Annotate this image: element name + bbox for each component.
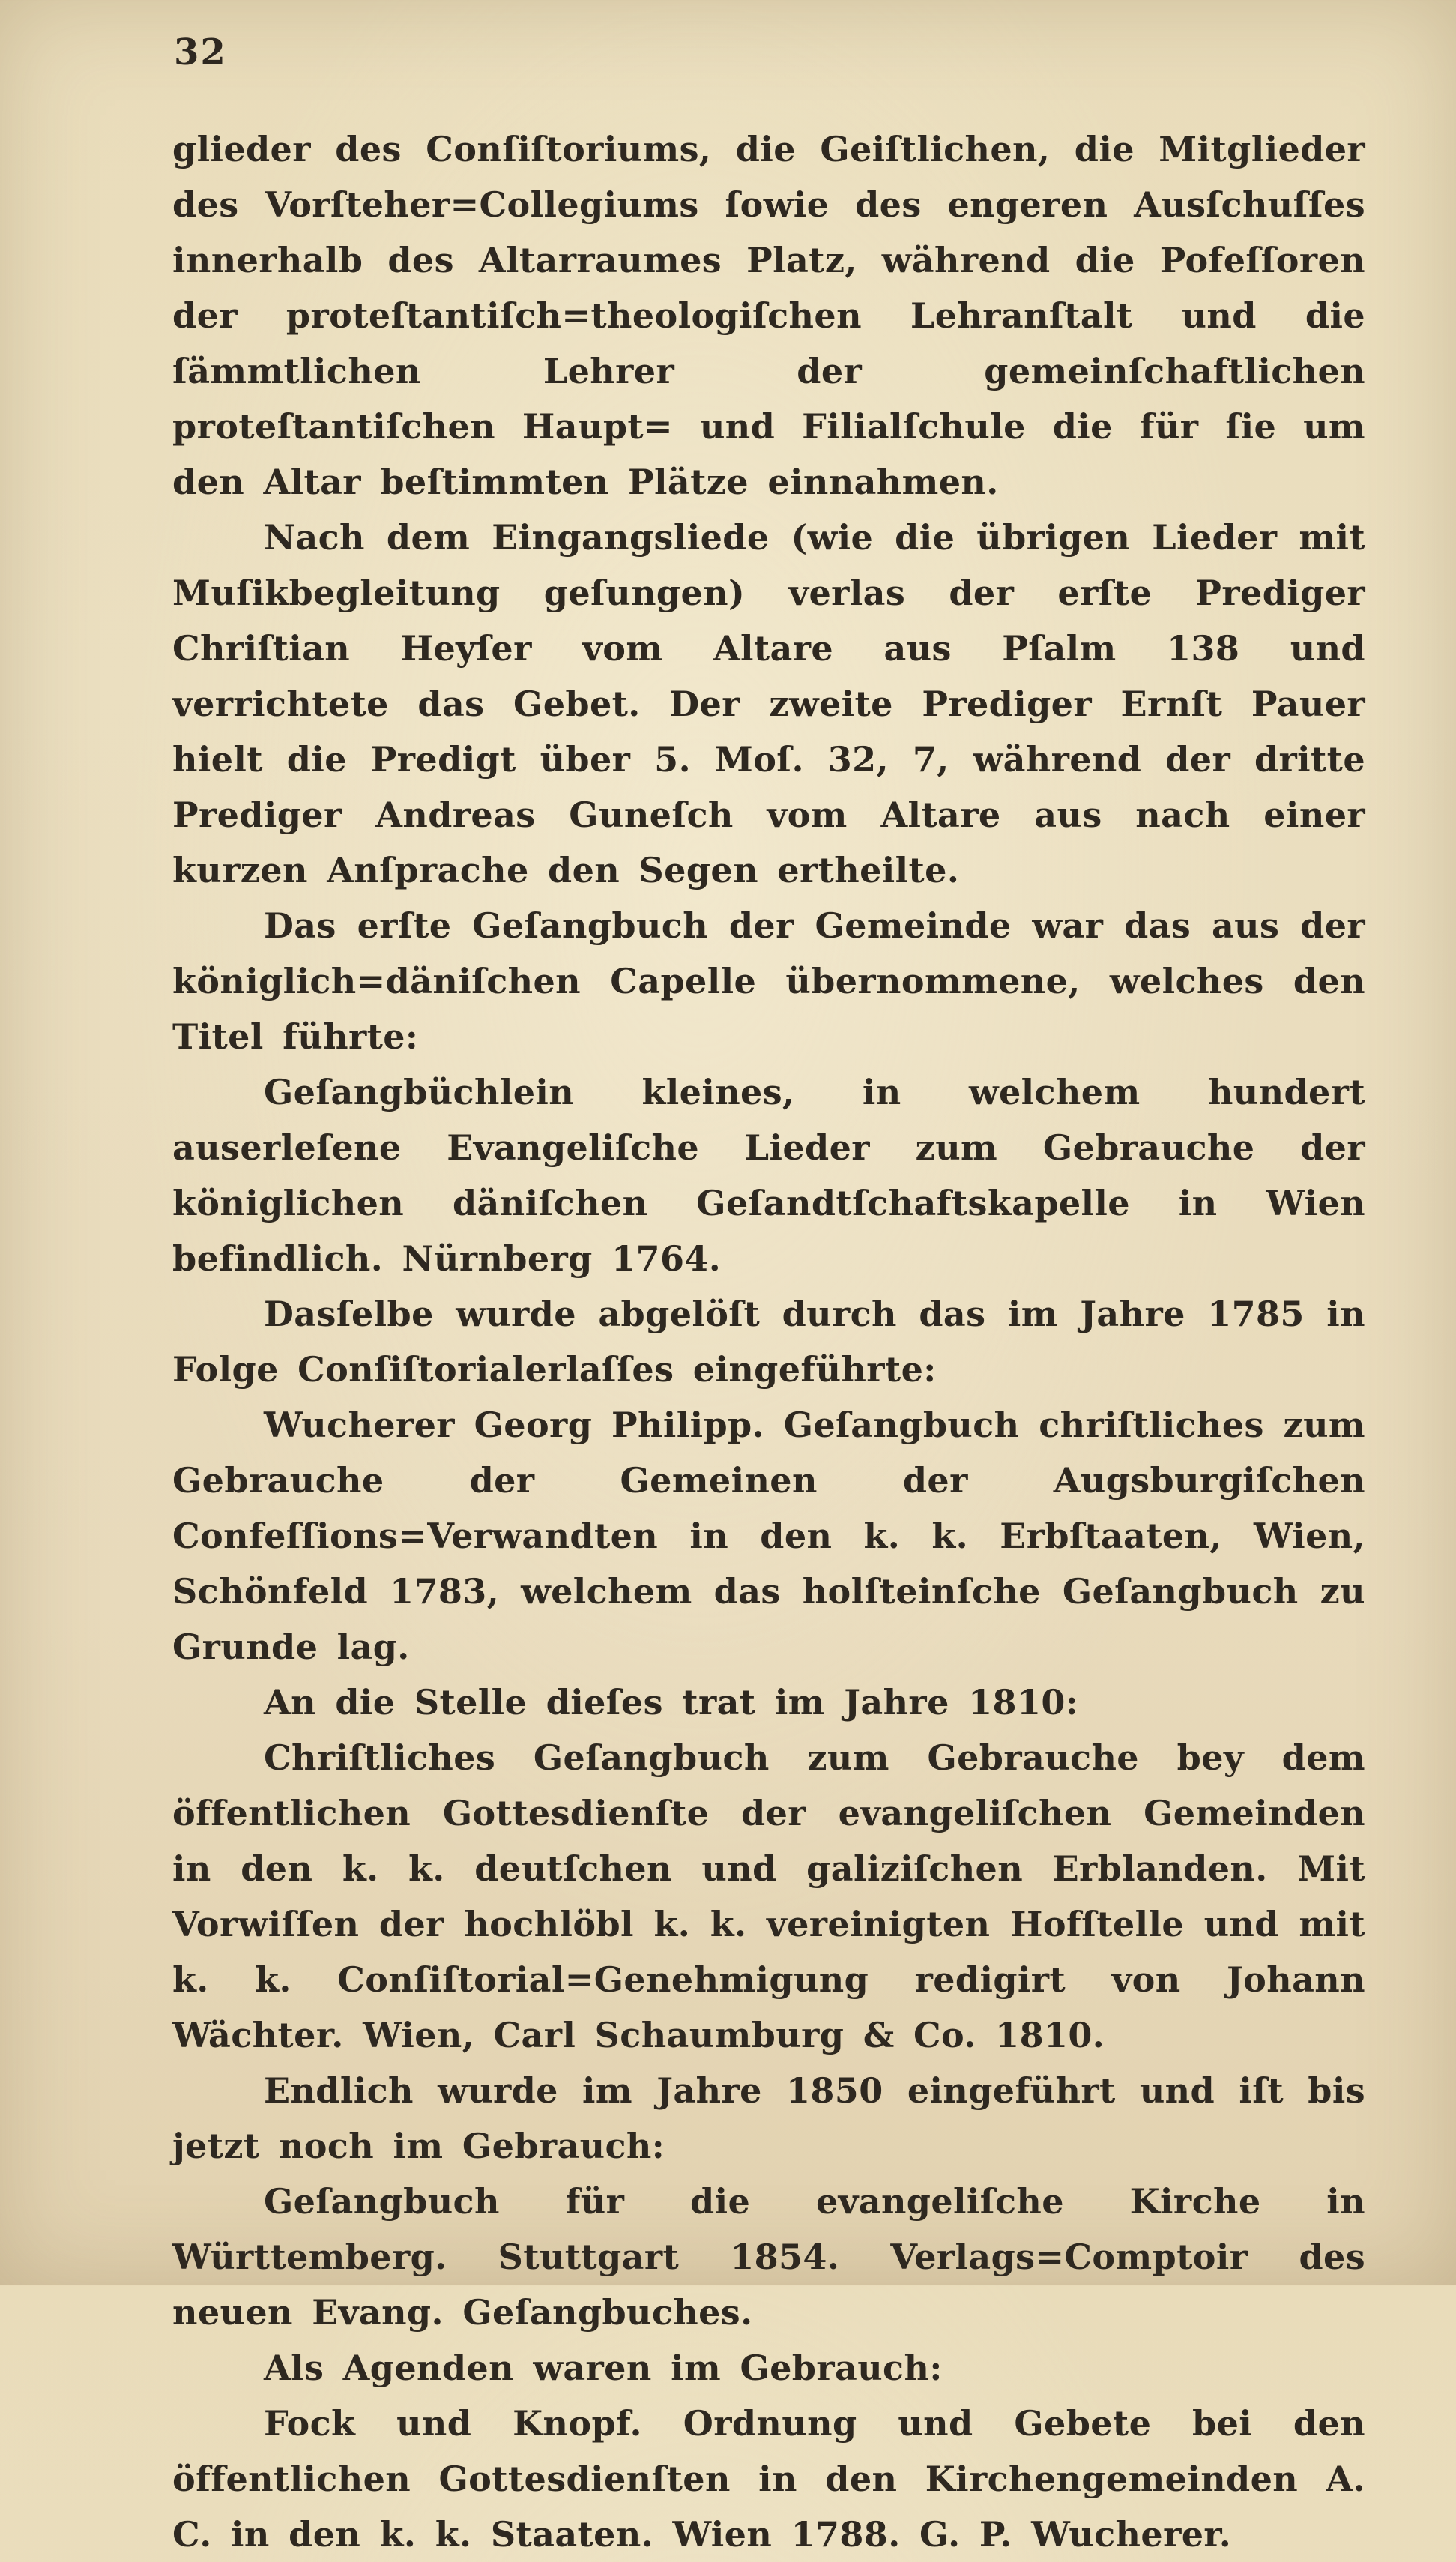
- paragraph: Dasſelbe wurde abgelöſt durch das im Jahre 1785 in Folge Conſiſtorialerlaſſes eingeführte:: [172, 1294, 1365, 1390]
- paragraph: An die Stelle dieſes trat im Jahre 1810:: [264, 1682, 1079, 1722]
- paragraph: Als Agenden waren im Gebrauch:: [264, 2348, 943, 2388]
- page-number: 32: [174, 31, 227, 73]
- book-page-text: [172, 121, 1365, 2562]
- paragraph: Fock und Knopf. Ordnung und Gebete bei den öffentlichen Gottesdienſten in den Kirchengemeinden A. C. in den k. k. Staaten. Wien 1788. G. P. Wucherer.: [172, 2403, 1365, 2555]
- paragraph: Endlich wurde im Jahre 1850 eingeführt und iſt bis jetzt noch im Gebrauch:: [172, 2070, 1365, 2166]
- paragraph: Nach dem Eingangsliede (wie die übrigen Lieder mit Muſikbegleitung geſungen) verlas der erſte Prediger Chriſtian Heyſer vom Altare aus Pſalm 138 und verrichtete das Gebet. Der zweite Prediger Ernſt Pauer hielt die Predigt über 5. Moſ. 32, 7, während der dritte Prediger Andreas Guneſch vom Altare aus nach einer kurzen Anſprache den Segen ertheilte.: [172, 517, 1365, 890]
- paragraph: glieder des Conſiſtoriums, die Geiſtlichen, die Mitglieder des Vorſteher=Collegiums ſowie des engeren Ausſchuſſes innerhalb des Altarraumes Platz, während die Pofeſſoren der proteſtantiſch=theologiſchen Lehranſtalt und die ſämmtlichen Lehrer der gemeinſchaftlichen proteſtantiſchen Haupt= und Filialſchule die für ſie um den Altar beſtimmten Plätze einnahmen.: [172, 129, 1365, 502]
- paragraph: Geſangbüchlein kleines, in welchem hundert auserleſene Evangeliſche Lieder zum Gebrauche der königlichen däniſchen Geſandtſchaftskapelle in Wien befindlich. Nürnberg 1764.: [172, 1072, 1365, 1279]
- paragraph: Geſangbuch für die evangeliſche Kirche in Württemberg. Stuttgart 1854. Verlags=Comptoir des neuen Evang. Geſangbuches.: [172, 2181, 1365, 2333]
- paragraph: Wucherer Georg Philipp. Geſangbuch chriſtliches zum Gebrauche der Gemeinen der Augsburgiſchen Confeſſions=Verwandten in den k. k. Erbſtaaten, Wien, Schönfeld 1783, welchem das holſteinſche Geſangbuch zu Grunde lag.: [172, 1405, 1365, 1667]
- paragraph: Chriſtliches Geſangbuch zum Gebrauche bey dem öffentlichen Gottesdienſte der evangeliſchen Gemeinden in den k. k. deutſchen und galiziſchen Erblanden. Mit Vorwiſſen der hochlöbl k. k. vereinigten Hofſtelle und mit k. k. Conſiſtorial=Genehmigung redigirt von Johann Wächter. Wien, Carl Schaumburg & Co. 1810.: [172, 1737, 1365, 2055]
- paragraph: Das erſte Geſangbuch der Gemeinde war das aus der königlich=däniſchen Capelle übernommene, welches den Titel führte:: [172, 905, 1365, 1057]
